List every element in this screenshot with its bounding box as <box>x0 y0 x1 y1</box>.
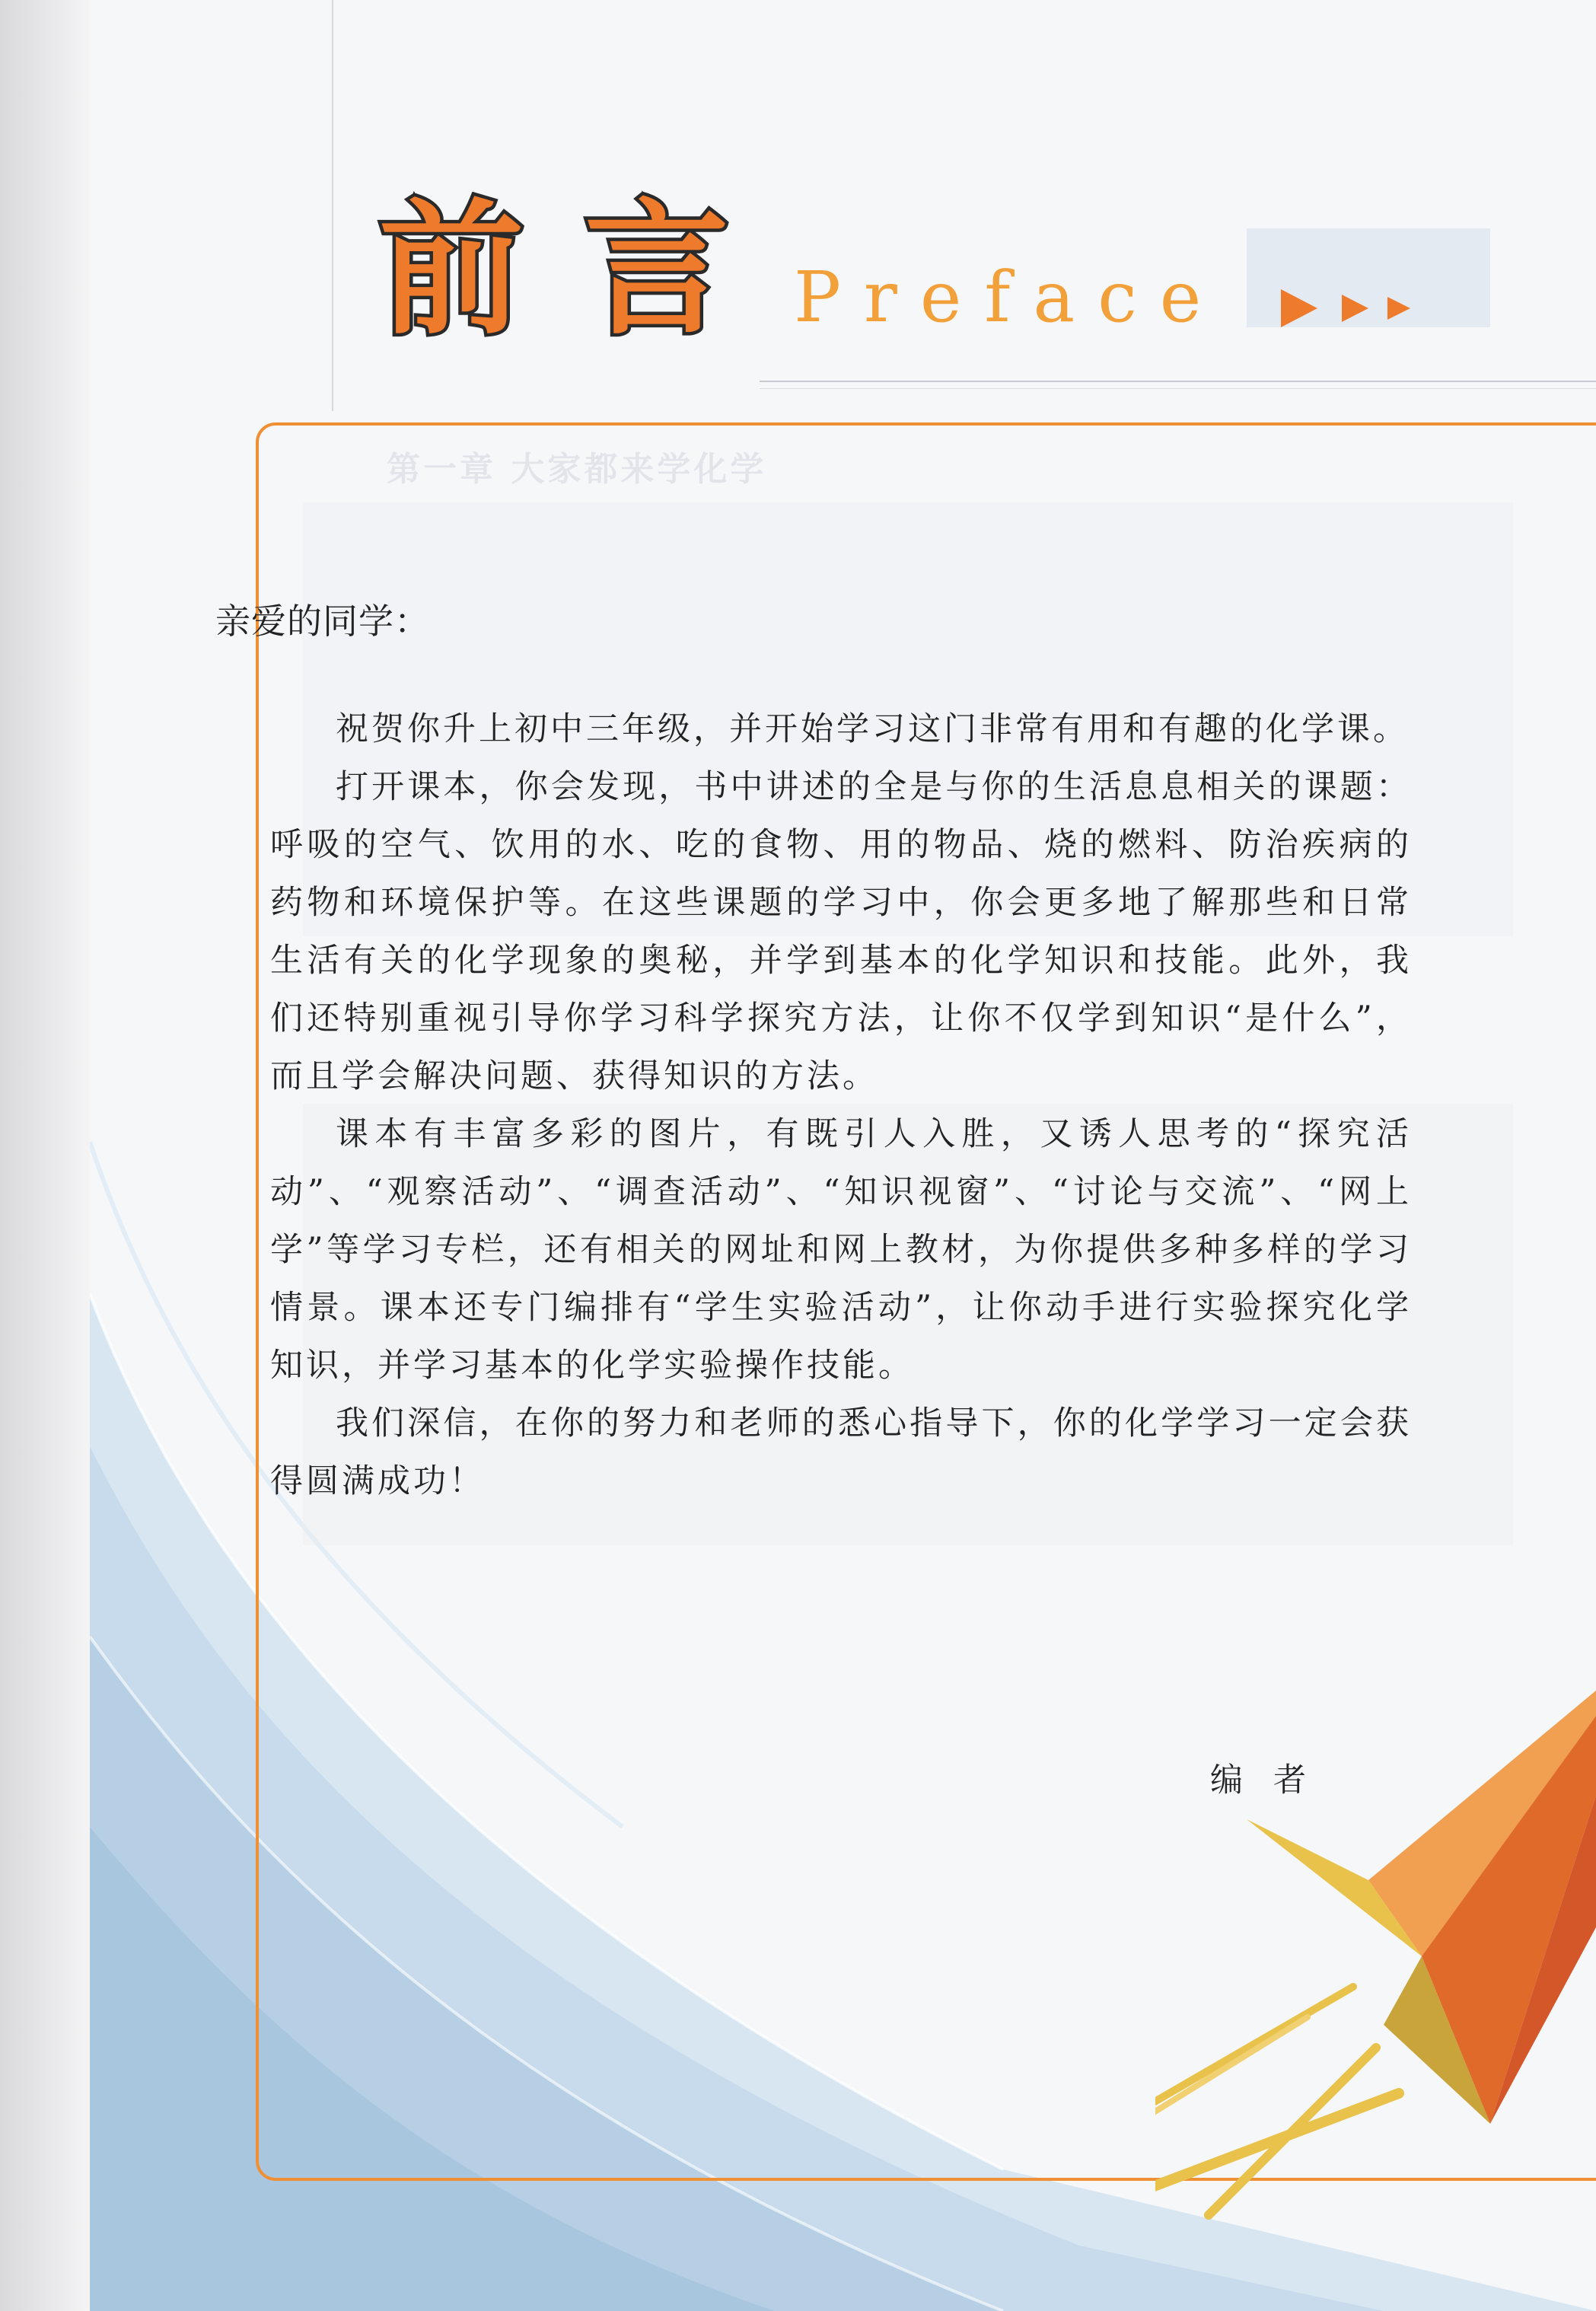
signature: 编者 <box>1210 1761 1336 1799</box>
greeting: 亲爱的同学： <box>215 601 430 642</box>
margin-rule <box>332 0 333 411</box>
paper-plane-illustration <box>1155 1637 1596 2230</box>
book-spine-shadow <box>0 0 91 2311</box>
header-rule-thin <box>760 388 1596 389</box>
title-char-1: 前 <box>379 186 524 354</box>
paragraph-1: 祝贺你升上初中三年级，并开始学习这门非常有用和有趣的化学课。 <box>336 710 1409 748</box>
triple-arrow-icon <box>1281 285 1524 331</box>
title-chinese <box>379 186 775 354</box>
title-english: Preface <box>794 257 1225 338</box>
paragraph-2: 打开课本，你会发现，书中讲述的全是与你的生活息息相关的课题：呼吸的空气、饮用的水、吃的食物、用的物品、烧的燃料、防治疾病的药物和环境保护等。在这些课题的学习中，你会更多地了解那些和日常生活有关的化学现象的奥秘，并学到基本的化学知识和技能。此外，我们还特别重视引导你学习科学探究方法，让你不仅学到知识“是什么”，而且学会解决问题、获得知识的方法。 <box>270 768 1412 1095</box>
ghost-chapter-heading: 第一章 大家都来学化学 <box>387 450 767 489</box>
preface-body <box>270 700 1412 1510</box>
header-rule <box>760 381 1596 382</box>
paragraph-4: 我们深信，在你的努力和老师的悉心指导下，你的化学学习一定会获得圆满成功！ <box>270 1404 1412 1500</box>
paragraph-3: 课本有丰富多彩的图片，有既引人入胜，又诱人思考的“探究活动”、“观察活动”、“调查活动”、“知识视窗”、“讨论与交流”、“网上学”等学习专栏，还有相关的网址和网上教材，为你提供多种多样的学习情景。课本还专门编排有“学生实验活动”，让你动手进行实验探究化学知识，并学习基本的化学实验操作技能。 <box>270 1115 1412 1385</box>
title-char-2: 言 <box>585 186 730 354</box>
